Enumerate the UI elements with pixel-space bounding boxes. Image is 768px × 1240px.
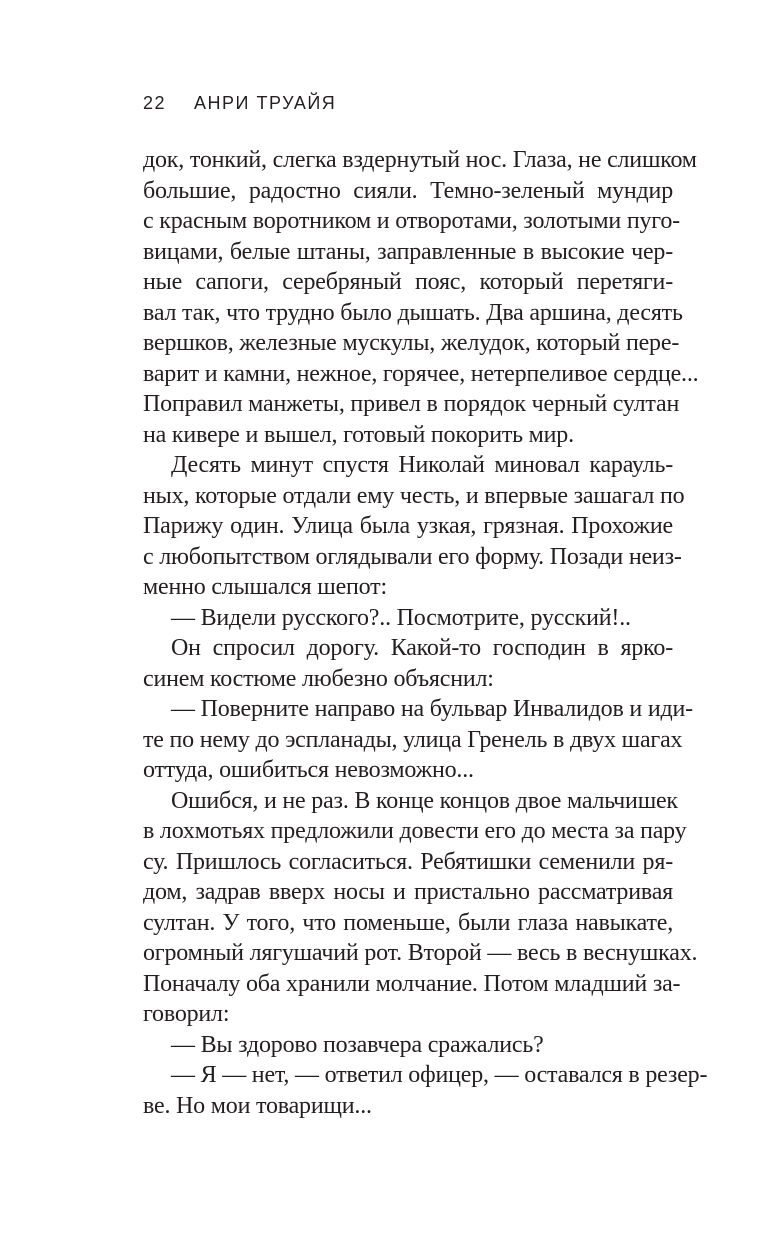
text-line: — Видели русского?.. Посмотрите, русский!.. — [171, 604, 631, 631]
page-number: 22 — [143, 93, 167, 113]
running-header — [143, 93, 336, 114]
paragraph — [143, 633, 673, 694]
text-line: Ошибся, и не раз. В конце концов двое мальчишек — [171, 787, 678, 814]
text-line: с красным воротником и отворотами, золотыми пуго- — [143, 208, 680, 234]
text-line: варит и камни, нежное, горячее, нетерпеливое сердце... — [143, 360, 699, 387]
text-line: большие, радостно сияли. Темно-зеленый мундир — [143, 177, 673, 204]
text-line: — Я — нет, — ответил офицер, — оставался в резер- — [171, 1062, 708, 1088]
text-line: в лохмотьях предложили довести его до места за пару — [143, 818, 687, 844]
body-text — [143, 145, 708, 1121]
text-line: — Поверните направо на бульвар Инвалидов и иди- — [171, 696, 693, 722]
text-line: султан. У того, что поменьше, были глаза навыкате, — [143, 909, 673, 936]
paragraph — [143, 1030, 673, 1061]
text-line: оттуда, ошибиться невозможно... — [143, 757, 474, 783]
text-line: дом, задрав вверх носы и пристально рассматривая — [143, 879, 673, 905]
text-line: вицами, белые штаны, заправленные в высокие чер- — [143, 238, 673, 265]
text-line: Он спросил дорогу. Какой-то господин в ярко- — [171, 635, 673, 661]
text-line: Десять минут спустя Николай миновал карауль- — [171, 452, 673, 478]
paragraph — [143, 694, 693, 786]
paragraph — [143, 1060, 708, 1121]
text-line: говорил: — [143, 1001, 230, 1027]
text-line: те по нему до эспланады, улица Гренель в двух шагах — [143, 726, 683, 753]
text-line: с любопытством оглядывали его форму. Позади неиз- — [143, 543, 682, 570]
text-line: Парижу один. Улица была узкая, грязная. Прохожие — [143, 513, 673, 539]
text-line: менно слышался шепот: — [143, 574, 387, 600]
text-line: вал так, что трудно было дышать. Два аршина, десять — [143, 299, 683, 326]
text-line: — Вы здорово позавчера сражались? — [171, 1031, 544, 1058]
text-line: док, тонкий, слегка вздернутый нос. Глаза, не слишком — [143, 147, 697, 173]
text-line: ные сапоги, серебряный пояс, который перетяги- — [143, 269, 673, 295]
text-line: на кивере и вышел, готовый покорить мир. — [143, 421, 574, 448]
text-line: су. Пришлось согласиться. Ребятишки семенили ря- — [143, 848, 673, 875]
text-line: ве. Но мои товарищи... — [143, 1092, 372, 1119]
paragraph — [143, 450, 685, 603]
paragraph — [143, 603, 673, 634]
text-line: огромный лягушачий рот. Второй — весь в веснушках. — [143, 940, 698, 966]
text-line: ных, которые отдали ему честь, и впервые зашагал по — [143, 482, 685, 509]
text-line: Поначалу оба хранили молчание. Потом младший за- — [143, 970, 681, 997]
running-title: АНРИ ТРУАЙЯ — [194, 93, 337, 113]
paragraph — [143, 786, 698, 1030]
paragraph — [143, 145, 699, 450]
text-line: синем костюме любезно объяснил: — [143, 665, 494, 692]
text-line: вершков, железные мускулы, желудок, который пере- — [143, 330, 680, 356]
text-line: Поправил манжеты, привел в порядок черный султан — [143, 391, 680, 417]
